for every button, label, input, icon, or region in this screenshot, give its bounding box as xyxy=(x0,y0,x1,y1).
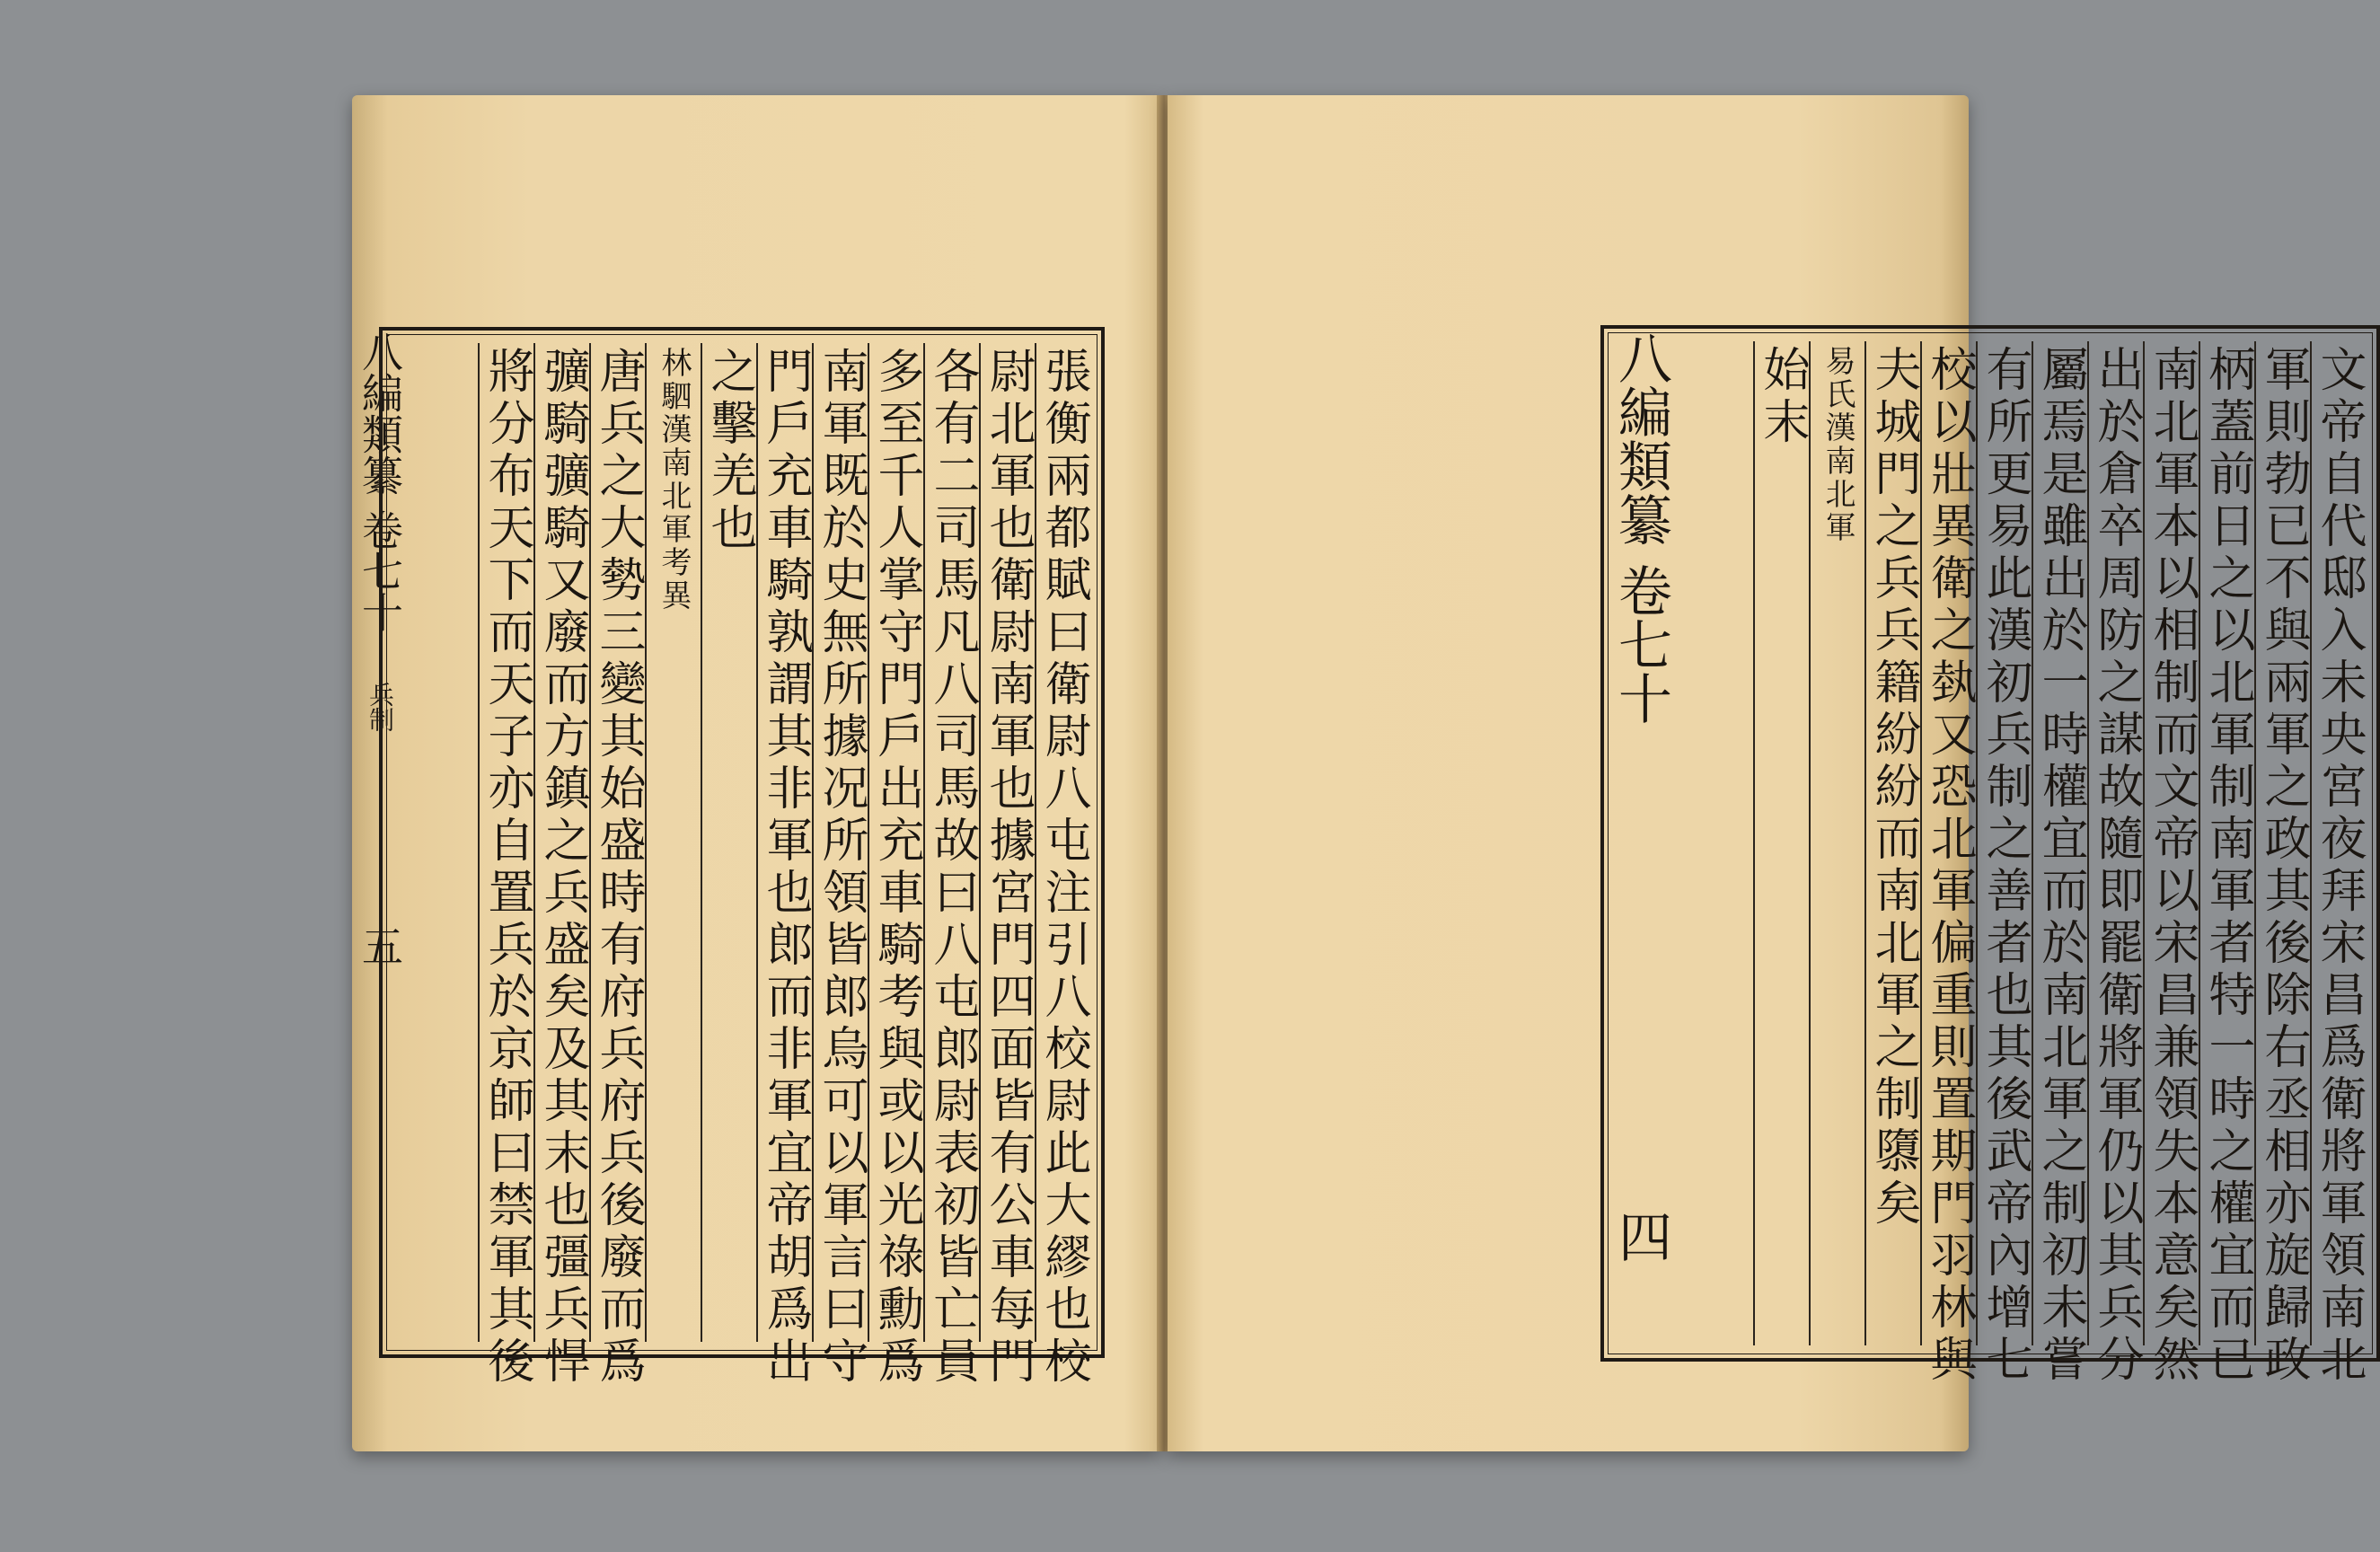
text-column xyxy=(923,343,979,1389)
text-column xyxy=(589,343,645,1389)
text-column xyxy=(1753,341,1809,1345)
text-column xyxy=(1976,341,2032,1387)
text-column xyxy=(533,343,589,1389)
column-text: 始末 xyxy=(1755,345,1809,449)
column-text: 文帝自代邸入未央宮夜拜宋昌爲衛將軍領南北 xyxy=(2312,345,2366,1387)
open-book xyxy=(352,95,2366,1460)
column-text: 柄蓋前日之以北軍制南軍者特一時之權宜而已 xyxy=(2200,345,2254,1387)
book-title: 八編類纂 xyxy=(1609,331,1672,546)
left-page xyxy=(352,95,1160,1451)
right-text-columns xyxy=(1753,341,2366,1387)
column-text: 軍則勃已不與兩軍之政其後除右丞相亦旋歸政 xyxy=(2256,345,2310,1387)
annotation-text: 林駟漢南北軍考異 xyxy=(656,347,692,613)
right-page xyxy=(1168,95,2366,1451)
right-text-frame xyxy=(1600,325,2380,1387)
annotation-column xyxy=(1809,341,1864,1345)
annotation-column xyxy=(645,343,701,1342)
book-title: 八編類纂 xyxy=(356,331,404,496)
column-text: 唐兵之大勢三變其始盛時有府兵府兵後廢而爲 xyxy=(591,347,645,1389)
annotation-text: 易氏漢南北軍 xyxy=(1820,345,1856,544)
text-column xyxy=(979,343,1035,1389)
column-text: 之擊羌也 xyxy=(702,347,756,555)
text-column xyxy=(2254,341,2310,1387)
left-text-frame xyxy=(379,327,1105,1389)
text-column xyxy=(478,343,533,1389)
column-text: 各有二司馬凡八司馬故曰八屯郎尉表初皆亡員 xyxy=(925,347,979,1389)
text-column xyxy=(812,343,868,1389)
text-column xyxy=(2087,341,2143,1387)
text-column xyxy=(868,343,923,1389)
volume-label: 卷七十 xyxy=(1609,563,1672,726)
column-text: 將分布天下而天子亦自置兵於京師曰禁軍其後 xyxy=(480,347,533,1389)
left-text-columns xyxy=(478,343,1090,1389)
right-margin-heading xyxy=(1608,331,1679,1345)
text-column xyxy=(701,343,756,1342)
text-column xyxy=(1864,341,1920,1345)
text-column xyxy=(1035,343,1090,1389)
column-text: 出於倉卒周防之謀故隨即罷衛將軍仍以其兵分 xyxy=(2089,345,2143,1387)
text-column xyxy=(2310,341,2366,1387)
column-text: 夫城門之兵兵籍紛紛而南北軍之制隳矣 xyxy=(1866,345,1920,1230)
column-text: 多至千人掌守門戶出充車騎考與或以光祿勳爲 xyxy=(869,347,923,1389)
column-text: 尉北軍也衛尉南軍也據宮門四面皆有公車每門 xyxy=(981,347,1035,1389)
column-text: 彍騎彍騎又廢而方鎮之兵盛矣及其末也彊兵悍 xyxy=(535,347,589,1389)
text-column xyxy=(2032,341,2087,1387)
page-number: 四 xyxy=(1609,1209,1672,1264)
volume-label: 卷七十 xyxy=(356,508,404,633)
column-text: 南軍既於史無所據况所領皆郎烏可以軍言曰守 xyxy=(814,347,868,1389)
column-text: 有所更易此漢初兵制之善者也其後武帝內增七 xyxy=(1978,345,2032,1387)
column-text: 屬焉是雖出於一時權宜而於南北軍之制初未嘗 xyxy=(2033,345,2087,1387)
text-column xyxy=(2143,341,2199,1387)
text-column xyxy=(1920,341,1976,1387)
text-column xyxy=(2199,341,2254,1387)
column-text: 南北軍本以相制而文帝以宋昌兼領失本意矣然 xyxy=(2145,345,2199,1387)
column-text: 校以壯異衛之埶又恐北軍偏重則置期門羽林與 xyxy=(1922,345,1976,1387)
page-number: 五 xyxy=(356,924,404,966)
section-label: 兵制 xyxy=(366,682,395,733)
text-column xyxy=(756,343,812,1389)
column-text: 門戶充車騎孰謂其非軍也郎而非軍宜帝胡爲出 xyxy=(758,347,812,1389)
column-text: 張衡兩都賦曰衛尉八屯注引八校尉此大繆也校 xyxy=(1036,347,1090,1389)
